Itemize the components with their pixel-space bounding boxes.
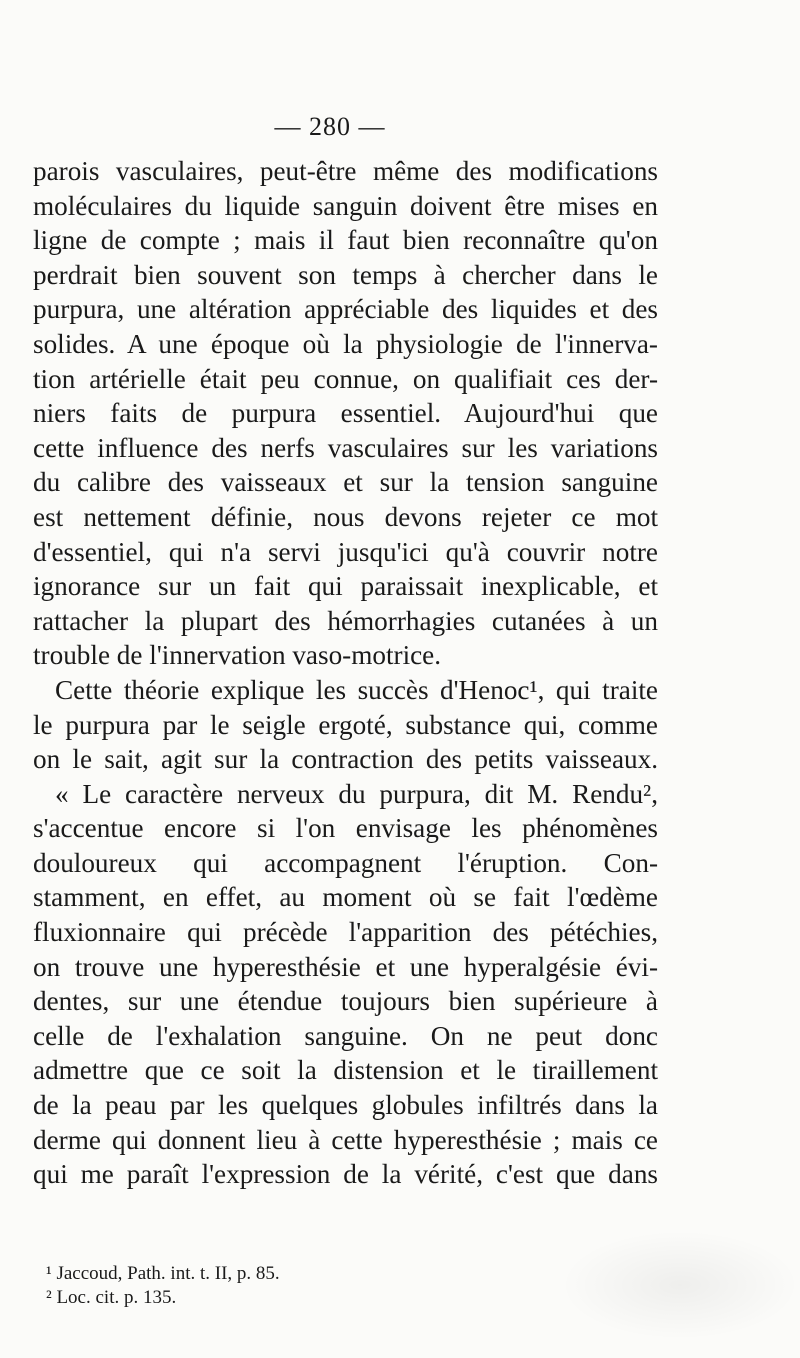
text-line: fluxionnaire qui précède l'apparition des pétéchies, [33, 917, 658, 948]
text-line: admettre que ce soit la distension et le tiraillement [33, 1055, 658, 1086]
text-line: niers faits de purpura essentiel. Aujourd'hui que [33, 398, 658, 429]
text-line: rattacher la plupart des hémorrhagies cutanées à un [33, 605, 658, 636]
text-line: stamment, en effet, au moment où se fait l'œdème [33, 882, 658, 913]
text-line: qui me paraît l'expression de la vérité, c'est que dans [33, 1159, 658, 1190]
text-line: purpura, une altération appréciable des liquides et des [33, 294, 658, 325]
text-line: dentes, sur une étendue toujours bien supérieure à [33, 986, 658, 1017]
text-line: ignorance sur un fait qui paraissait inexplicable, et [33, 571, 658, 602]
text-line: cette influence des nerfs vasculaires sur les variations [33, 432, 658, 463]
page-number: — 280 — [274, 112, 386, 141]
text-line: parois vasculaires, peut-être même des modifications [33, 156, 658, 186]
text-line: on trouve une hyperesthésie et une hyperalgésie évi- [33, 951, 658, 982]
text-line: de la peau par les quelques globules infiltrés dans la [33, 1090, 658, 1121]
text-line: douloureux qui accompagnent l'éruption. Con- [33, 847, 658, 878]
text-line: d'essentiel, qui n'a servi jusqu'ici qu'à couvrir notre [33, 536, 658, 567]
footnote: ¹ Jaccoud, Path. int. t. II, p. 85. [46, 1263, 280, 1284]
text-line: le purpura par le seigle ergoté, substance qui, comme [33, 709, 658, 740]
text-line: celle de l'exhalation sanguine. On ne peut donc [33, 1020, 658, 1051]
body-text [33, 154, 658, 1192]
text-line: solides. A une époque où la physiologie de l'innerva- [33, 328, 658, 359]
text-line: derme qui donnent lieu à cette hyperesthésie ; mais ce [33, 1124, 658, 1155]
text-line: moléculaires du liquide sanguin doivent être mises en [33, 190, 658, 221]
text-line: s'accentue encore si l'on envisage les phénomènes [33, 813, 658, 844]
text-line: ligne de compte ; mais il faut bien reconnaître qu'on [33, 225, 658, 256]
text-line: « Le caractère nerveux du purpura, dit M. Rendu², [55, 778, 658, 809]
text-line: est nettement définie, nous devons rejeter ce mot [33, 501, 658, 532]
text-line: trouble de l'innervation vaso-motrice. [33, 640, 442, 671]
text-line: on le sait, agit sur la contraction des petits vaisseaux. [33, 744, 658, 775]
text-line: Cette théorie explique les succès d'Henoc¹, qui traite [55, 674, 658, 705]
text-line: tion artérielle était peu connue, on qualifiait ces der- [33, 363, 658, 394]
text-line: perdrait bien souvent son temps à chercher dans le [33, 259, 658, 290]
footnote: ² Loc. cit. p. 135. [46, 1287, 177, 1308]
text-line: du calibre des vaisseaux et sur la tension sanguine [33, 467, 658, 498]
footnotes [46, 1262, 646, 1310]
